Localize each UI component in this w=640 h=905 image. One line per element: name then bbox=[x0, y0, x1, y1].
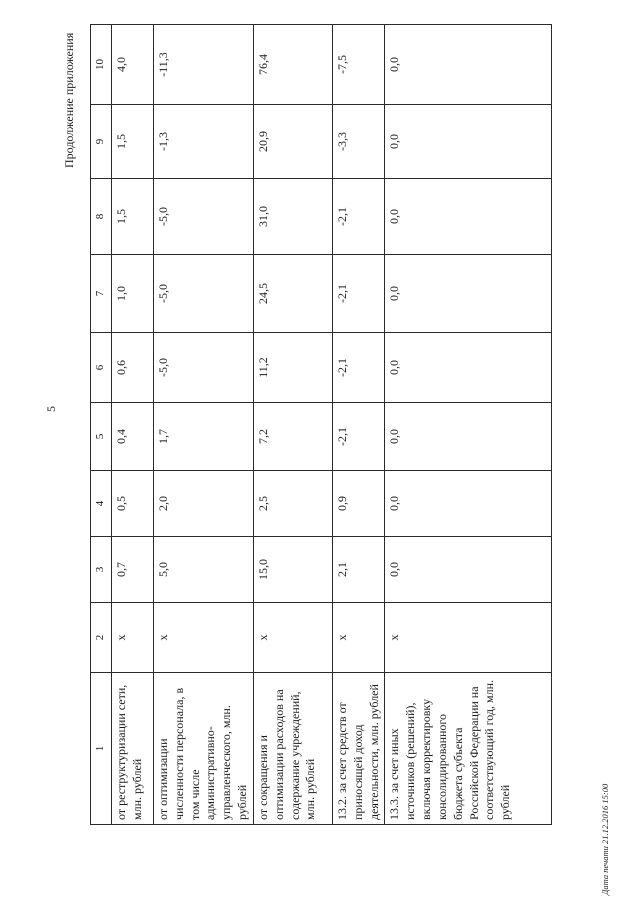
column-header: 4 bbox=[91, 471, 112, 537]
table-cell: 0,0 bbox=[385, 105, 552, 179]
table-cell: -2,1 bbox=[332, 255, 384, 333]
rotated-table-wrapper bbox=[90, 24, 552, 825]
data-table bbox=[90, 24, 552, 825]
column-header: 10 bbox=[91, 25, 112, 105]
table-cell: 1,5 bbox=[112, 105, 154, 179]
table-cell: -1,3 bbox=[154, 105, 254, 179]
table-cell: 0,0 bbox=[385, 179, 552, 255]
table-cell: 0,0 bbox=[385, 255, 552, 333]
table-cell: -3,3 bbox=[332, 105, 384, 179]
table-row bbox=[253, 25, 332, 825]
table-row bbox=[332, 25, 384, 825]
table-cell: -2,1 bbox=[332, 333, 384, 403]
column-header: 1 bbox=[91, 673, 112, 825]
table-cell: -7,5 bbox=[332, 25, 384, 105]
table-cell: х bbox=[332, 603, 384, 673]
table-cell: х bbox=[112, 603, 154, 673]
table-cell: 1,0 bbox=[112, 255, 154, 333]
table-cell: -5,0 bbox=[154, 333, 254, 403]
table-cell: 0,7 bbox=[112, 537, 154, 603]
row-label: 13.3. за счет иных источников (решений), включая корректировку консолидированного бюджета субъекта Российской Федерации на соответствующий год, млн. рублей bbox=[385, 673, 552, 825]
table-cell: 0,0 bbox=[385, 25, 552, 105]
table-cell: 4,0 bbox=[112, 25, 154, 105]
table-cell: 31,0 bbox=[253, 179, 332, 255]
column-header: 7 bbox=[91, 255, 112, 333]
table-cell: 0,9 bbox=[332, 471, 384, 537]
page-number: 5 bbox=[44, 406, 58, 412]
table-cell: 2,0 bbox=[154, 471, 254, 537]
table-cell: 0,0 bbox=[385, 537, 552, 603]
table-cell: 7,2 bbox=[253, 403, 332, 471]
table-cell: 2,5 bbox=[253, 471, 332, 537]
table-cell: -2,1 bbox=[332, 403, 384, 471]
table-cell: 0,0 bbox=[385, 471, 552, 537]
table-cell: 2,1 bbox=[332, 537, 384, 603]
table-row bbox=[385, 25, 552, 825]
column-header: 2 bbox=[91, 603, 112, 673]
row-label: от оптимизации численности персонала, в том числе административно-управленческого, млн. рублей bbox=[154, 673, 254, 825]
table-cell: -2,1 bbox=[332, 179, 384, 255]
table-cell: -5,0 bbox=[154, 179, 254, 255]
row-label: 13.2. за счет средств от приносящей доход деятельности, млн. рублей bbox=[332, 673, 384, 825]
row-label: от реструктуризации сети, млн. рублей bbox=[112, 673, 154, 825]
table-row bbox=[154, 25, 254, 825]
table-cell: 0,4 bbox=[112, 403, 154, 471]
table-cell: 11,2 bbox=[253, 333, 332, 403]
table-cell: х bbox=[154, 603, 254, 673]
print-date: Дата печати 21.12.2016 15:00 bbox=[600, 783, 610, 895]
table-cell: х bbox=[385, 603, 552, 673]
column-header: 3 bbox=[91, 537, 112, 603]
table-cell: 5,0 bbox=[154, 537, 254, 603]
continuation-note: Продолжение приложения bbox=[62, 32, 76, 168]
column-header: 5 bbox=[91, 403, 112, 471]
table-cell: 0,0 bbox=[385, 333, 552, 403]
table-cell: 76,4 bbox=[253, 25, 332, 105]
table-cell: 0,0 bbox=[385, 403, 552, 471]
table-cell: 15,0 bbox=[253, 537, 332, 603]
table-cell: 1,7 bbox=[154, 403, 254, 471]
column-header: 6 bbox=[91, 333, 112, 403]
table-cell: -5,0 bbox=[154, 255, 254, 333]
table-header-row bbox=[91, 25, 112, 825]
row-label: от сокращения и оптимизации расходов на содержание учреждений, млн. рублей bbox=[253, 673, 332, 825]
table-row bbox=[112, 25, 154, 825]
table-cell: х bbox=[253, 603, 332, 673]
table-cell: 0,6 bbox=[112, 333, 154, 403]
table-cell: 0,5 bbox=[112, 471, 154, 537]
table-cell: 24,5 bbox=[253, 255, 332, 333]
table-cell: 20,9 bbox=[253, 105, 332, 179]
column-header: 9 bbox=[91, 105, 112, 179]
table-cell: 1,5 bbox=[112, 179, 154, 255]
table-cell: -11,3 bbox=[154, 25, 254, 105]
column-header: 8 bbox=[91, 179, 112, 255]
